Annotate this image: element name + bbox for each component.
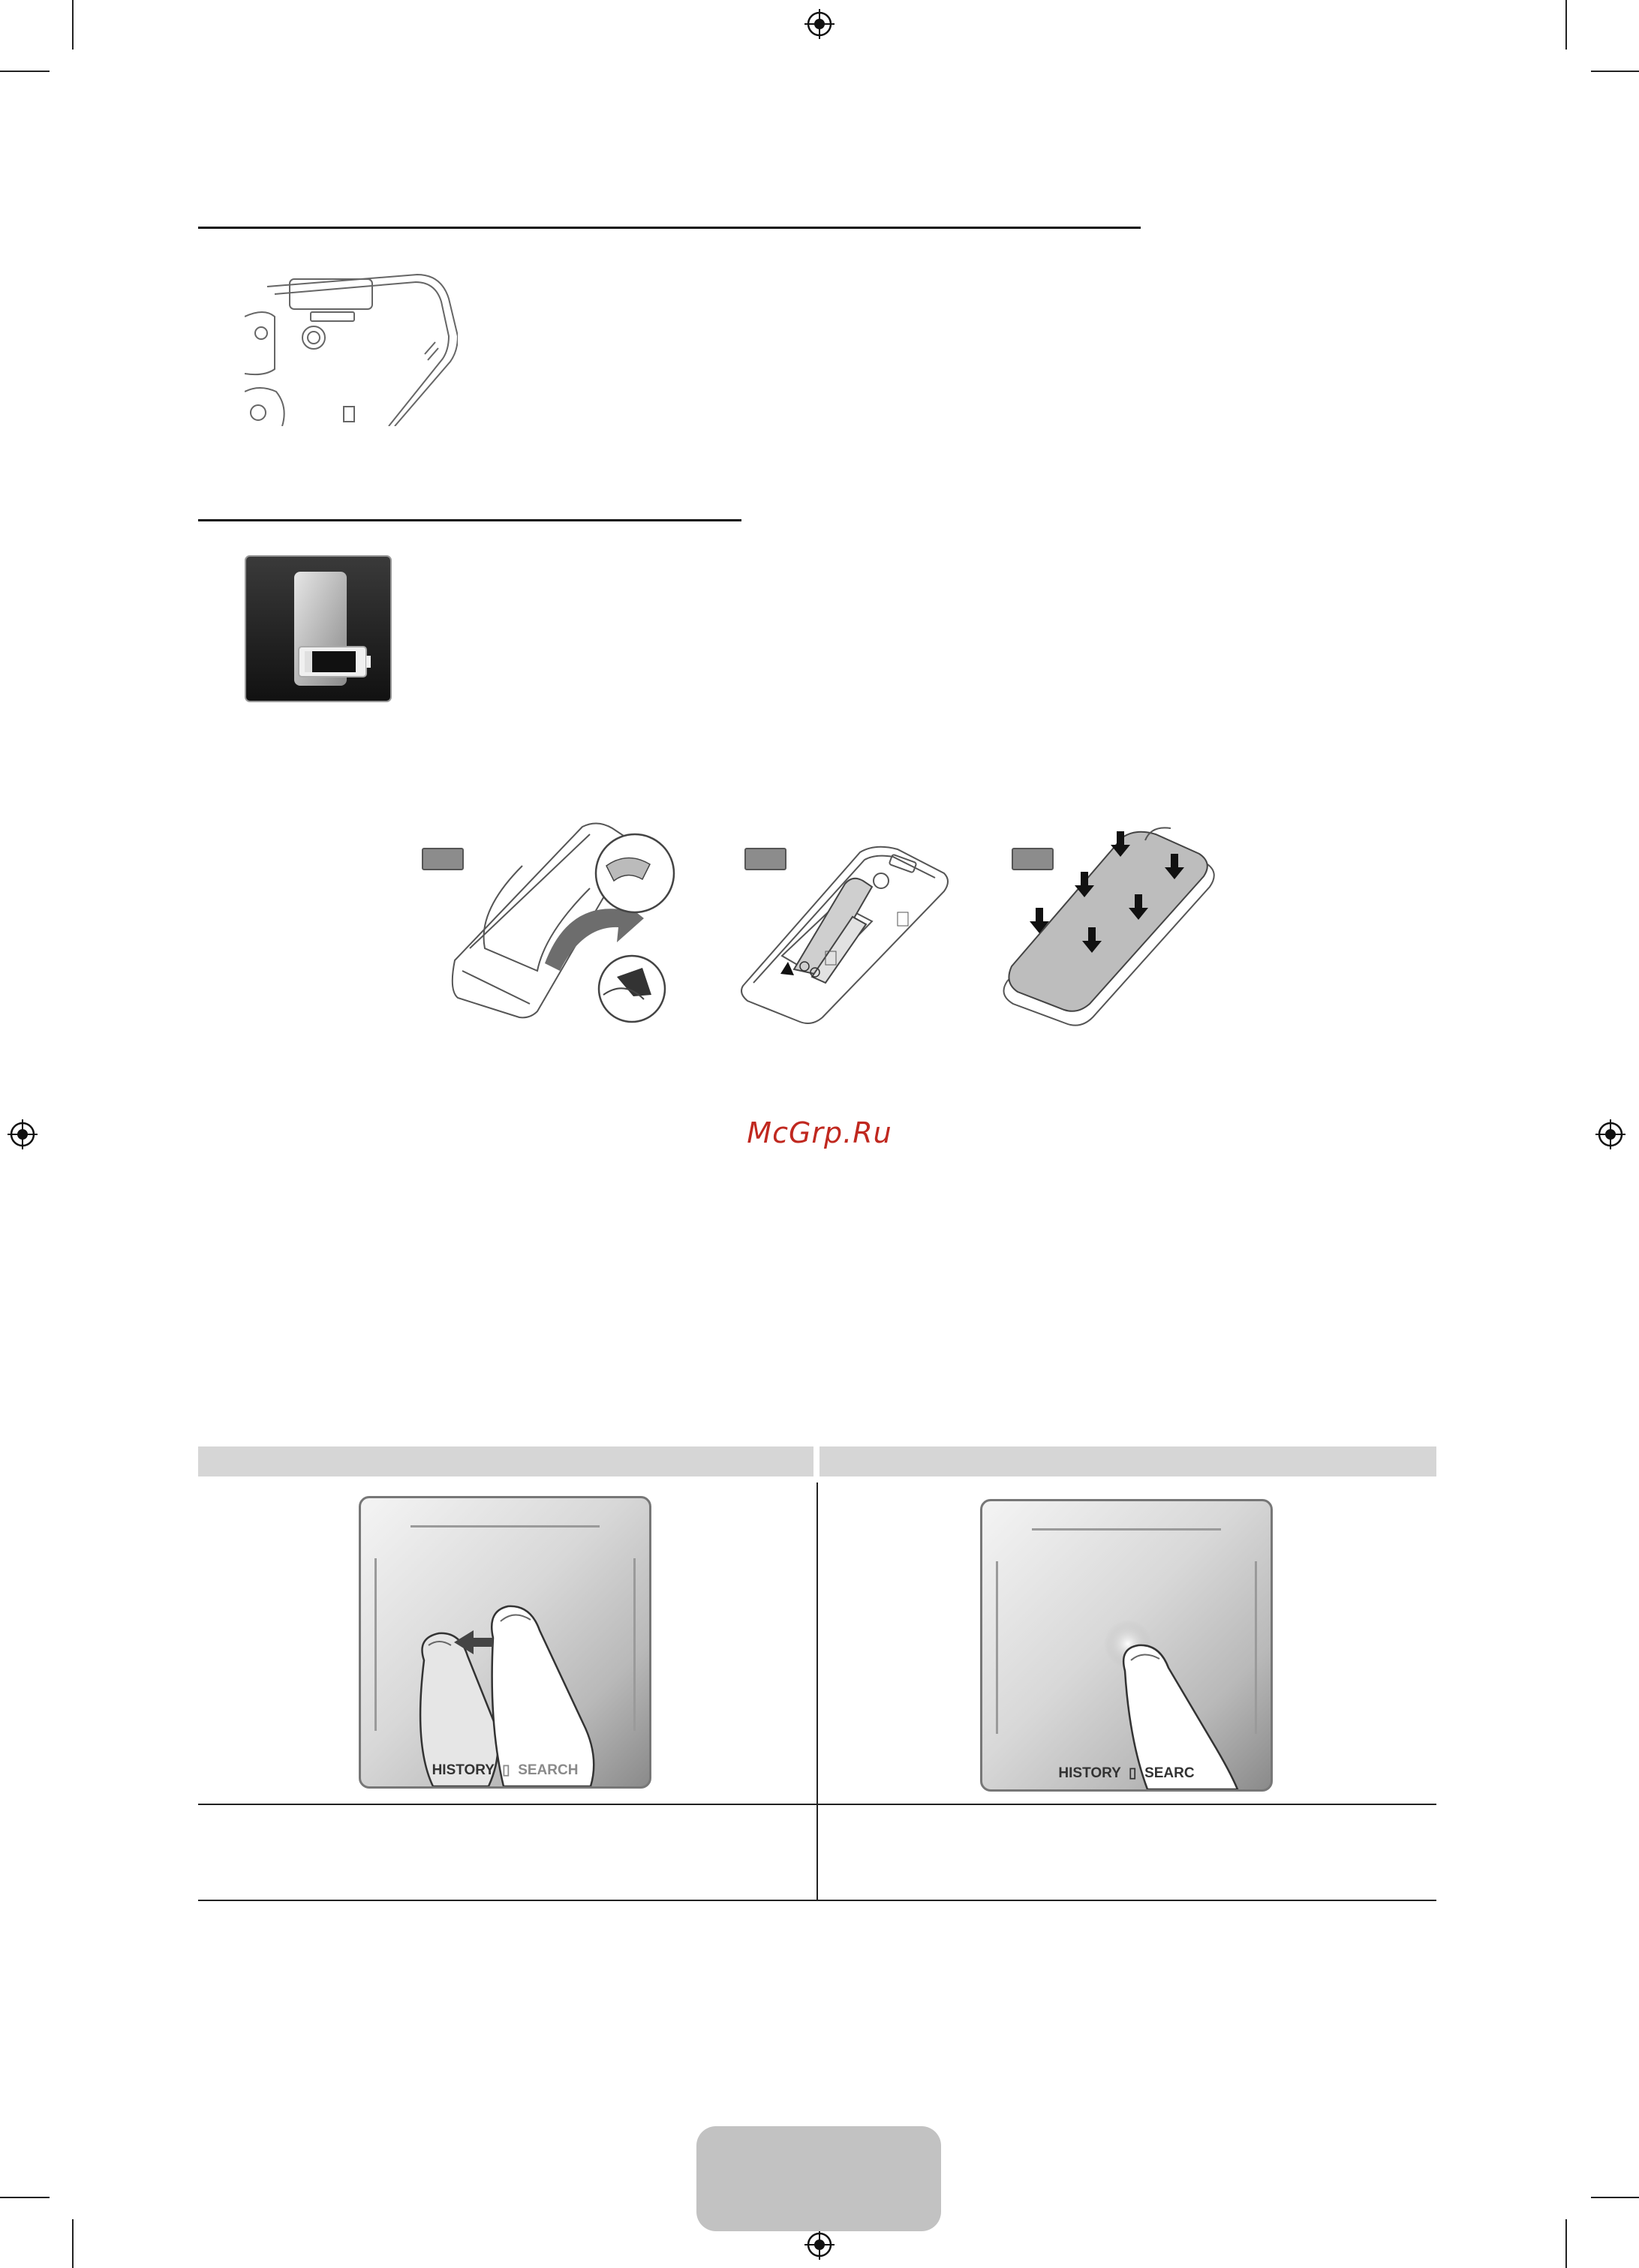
- watermark: McGrp.Ru: [747, 1116, 892, 1149]
- page-number-tab: [696, 2126, 941, 2231]
- touchpad-label: HISTORY ▯ SEARCH: [432, 1762, 579, 1778]
- close-cover-illustration: [998, 825, 1223, 1029]
- section-rule: [198, 227, 1141, 229]
- crop-mark: [1591, 2197, 1639, 2198]
- section-rule: [198, 519, 741, 521]
- registration-mark-icon: [804, 9, 835, 39]
- crop-mark: [72, 2219, 74, 2268]
- tap-finger-icon: [982, 1501, 1271, 1789]
- crop-mark: [1565, 0, 1567, 50]
- table-bottom-rule: [198, 1900, 1436, 1901]
- crop-mark: [0, 2197, 50, 2198]
- touchpad-label: HISTORY ▯ SEARC: [1058, 1765, 1195, 1781]
- battery-low-icon: [245, 555, 392, 702]
- swipe-hand-icon: [361, 1498, 649, 1786]
- table-header-right: [820, 1446, 1436, 1476]
- insert-batteries-illustration: [740, 843, 958, 1026]
- crop-mark: [1591, 71, 1639, 72]
- crop-mark: [0, 71, 50, 72]
- touchpad-tap-panel: [980, 1499, 1273, 1792]
- remote-back-illustration: [245, 264, 458, 426]
- touchpad-swipe-panel: [359, 1496, 651, 1789]
- crop-mark: [72, 0, 74, 50]
- registration-mark-icon: [804, 2230, 835, 2260]
- table-header-left: [198, 1446, 813, 1476]
- crop-mark: [1565, 2219, 1567, 2268]
- table-row-divider: [198, 1804, 1436, 1805]
- table-column-divider: [816, 1482, 818, 1901]
- open-cover-illustration: [447, 821, 695, 1023]
